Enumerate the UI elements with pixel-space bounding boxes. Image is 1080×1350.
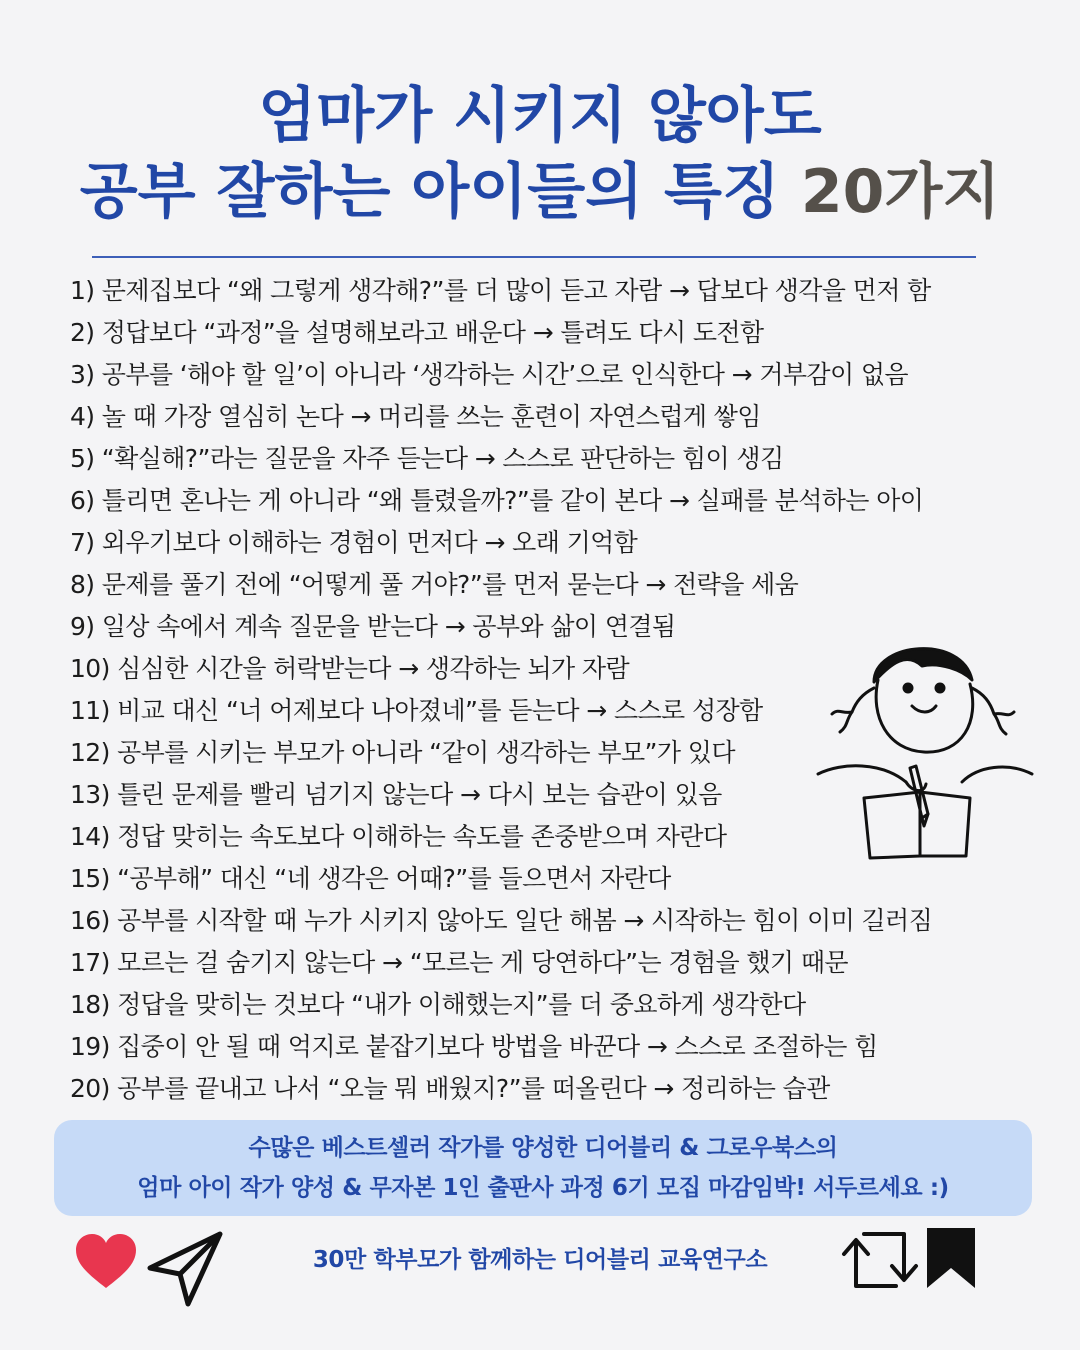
list-item: 8) 문제를 풀기 전에 “어떻게 풀 거야?”를 먼저 묻는다 → 전략을 세움: [70, 570, 799, 599]
list-item: 19) 집중이 안 될 때 억지로 붙잡기보다 방법을 바꾼다 → 스스로 조절하는 힘: [70, 1032, 878, 1061]
list-item: 12) 공부를 시키는 부모가 아니라 “같이 생각하는 부모”가 있다: [70, 738, 735, 767]
list-item: 14) 정답 맞히는 속도보다 이해하는 속도를 존중받으며 자란다: [70, 822, 727, 851]
list-item: 9) 일상 속에서 계속 질문을 받는다 → 공부와 삶이 연결됨: [70, 612, 676, 641]
list-item: 5) “확실해?”라는 질문을 자주 듣는다 → 스스로 판단하는 힘이 생김: [70, 444, 784, 473]
promo-banner[interactable]: [54, 1120, 1032, 1216]
list-item: 3) 공부를 ‘해야 할 일’이 아니라 ‘생각하는 시간’으로 인식한다 → 거부감이 없음: [70, 360, 908, 389]
list-item: 18) 정답을 맞히는 것보다 “내가 이해했는지”를 더 중요하게 생각한다: [70, 990, 806, 1019]
list-item: 6) 틀리면 혼나는 게 아니라 “왜 틀렸을까?”를 같이 본다 → 실패를 분석하는 아이: [70, 486, 924, 515]
list-item: 15) “공부해” 대신 “네 생각은 어때?”를 들으면서 자란다: [70, 864, 671, 893]
heart-icon[interactable]: [74, 1232, 138, 1290]
list-item: 7) 외우기보다 이해하는 경험이 먼저다 → 오래 기억함: [70, 528, 638, 557]
list-item: 1) 문제집보다 “왜 그렇게 생각해?”를 더 많이 듣고 자람 → 답보다 생각을 먼저 함: [70, 276, 931, 305]
list-item: 13) 틀린 문제를 빨리 넘기지 않는다 → 다시 보는 습관이 있음: [70, 780, 722, 809]
send-icon[interactable]: [146, 1228, 226, 1308]
list-item: 10) 심심한 시간을 허락받는다 → 생각하는 뇌가 자람: [70, 654, 629, 683]
bookmark-icon[interactable]: [924, 1226, 978, 1290]
list-item: 11) 비교 대신 “너 어제보다 나아졌네”를 듣는다 → 스스로 성장함: [70, 696, 763, 725]
child-studying-illustration: [812, 622, 1038, 864]
repost-icon[interactable]: [840, 1226, 920, 1294]
title-line-2-main: 공부 잘하는 아이들의 특징: [79, 157, 801, 227]
list-item: 4) 놀 때 가장 열심히 논다 → 머리를 쓰는 훈련이 자연스럽게 쌓임: [70, 402, 761, 431]
title-divider: [92, 256, 976, 258]
footer-caption: 30만 학부모가 함께하는 디어블리 교육연구소: [312, 1247, 768, 1273]
title-line-2-accent: 20가지: [800, 157, 1001, 227]
list-item: 16) 공부를 시작할 때 누가 시키지 않아도 일단 해봄 → 시작하는 힘이 이미 길러짐: [70, 906, 933, 935]
page-title: [0, 78, 1080, 230]
banner-line-2: 엄마 아이 작가 양성 & 무자본 1인 출판사 과정 6기 모집 마감임박! 서두르세요 :): [137, 1175, 949, 1201]
title-line-2: [0, 154, 1080, 230]
list-item: 20) 공부를 끝내고 나서 “오늘 뭐 배웠지?”를 떠올린다 → 정리하는 습관: [70, 1074, 830, 1103]
banner-line-1: 수많은 베스트셀러 작가를 양성한 디어블리 & 그로우북스의: [248, 1135, 838, 1161]
list-item: 2) 정답보다 “과정”을 설명해보라고 배운다 → 틀려도 다시 도전함: [70, 318, 764, 347]
list-item: 17) 모르는 걸 숨기지 않는다 → “모르는 게 당연하다”는 경험을 했기 때문: [70, 948, 848, 977]
title-line-1: 엄마가 시키지 않아도: [258, 81, 822, 151]
